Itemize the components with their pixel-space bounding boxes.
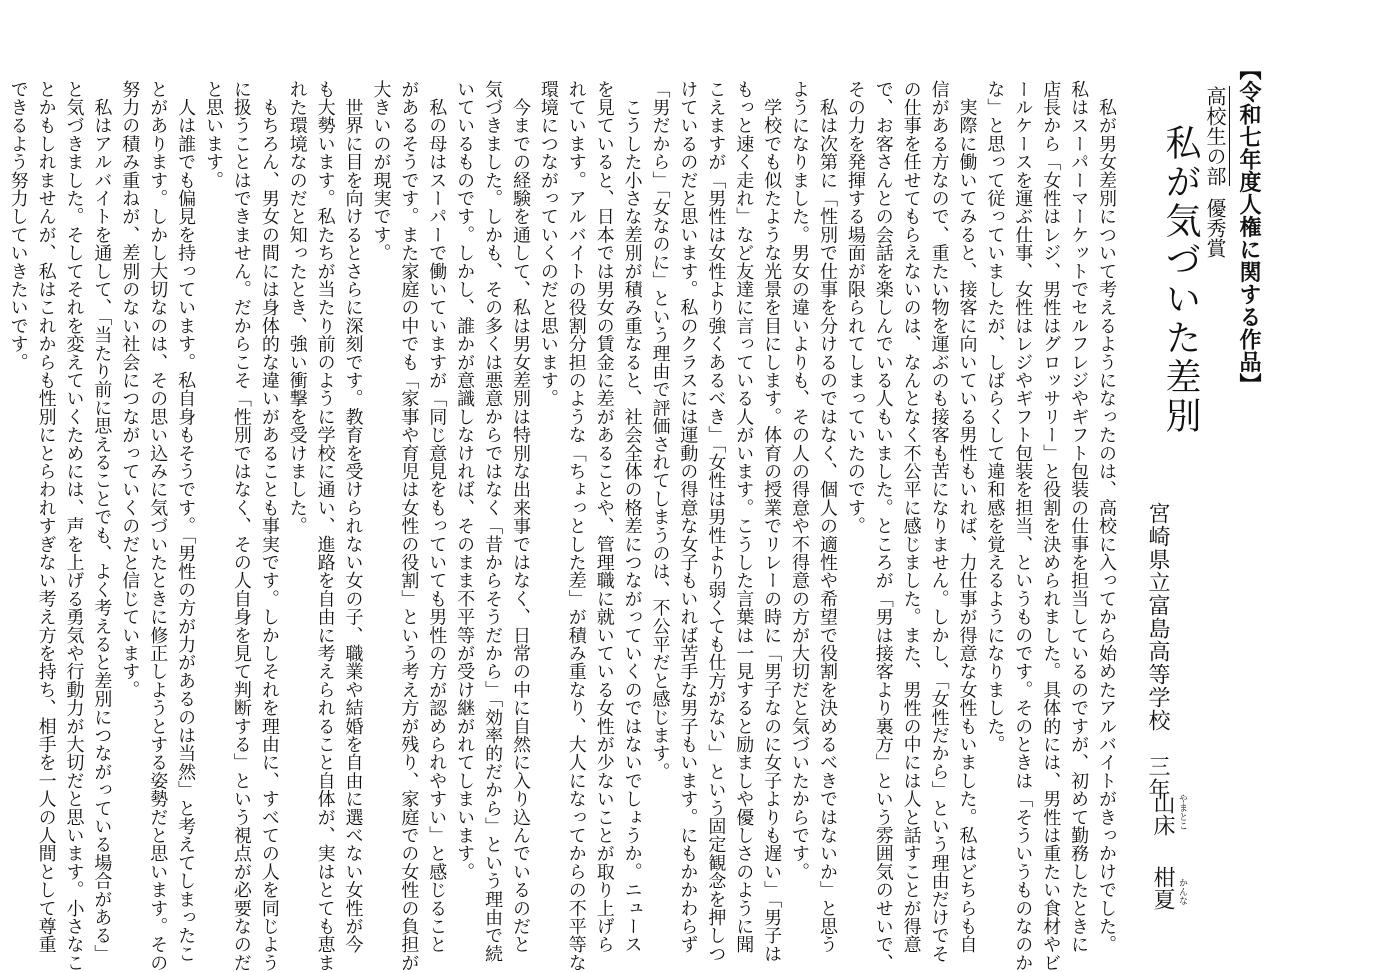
- essay-line: ールケースを運ぶ仕事、女性はレジやギフト包装を担当、というものです。そのときは「そういうものなのか: [1012, 80, 1034, 972]
- essay-line: 世界に目を向けるとさらに深刻です。教育を受けられない女の子、職業や結婚を自由に選べない女性が今: [342, 80, 364, 954]
- essay-line: 今までの経験を通して、私は男女差別は特別な出来事ではなく、日常の中に自然に入り込んでいるのだと: [509, 80, 531, 954]
- essay-line: 努力の積み重ねが、差別のない社会につながっていくのだと信じています。: [119, 80, 141, 699]
- essay-line: 人は誰でも偏見を持っています。私自身もそうです。「男性の方が力があるのは当然」と考えてしまったこ: [175, 80, 197, 963]
- essay-line: 気づきました。しかも、その多くは悪意からではなく「昔からそうだから」「効率的だから」という理由で続: [482, 80, 504, 963]
- essay-line: 信がある方なので、重たい物を運ぶのも接客も苦になりません。しかし、「女性だから」という理由だけでそ: [928, 80, 950, 963]
- essay-line: れています。アルバイトの役割分担のような「ちょっとした差」が積み重なり、大人になってからの不平等な: [565, 80, 587, 972]
- author-name: [1149, 792, 1195, 922]
- given-name-reading: かんな: [1177, 878, 1187, 905]
- essay-line: の仕事を任せてもらえないのは、なんとなく不公平に感じました。また、男性の中には人と話すことが得意: [900, 80, 922, 954]
- essay-line: とかもしれませんが、私はこれからも性別にとらわれすぎない考え方を持ち、相手を一人の人間として尊重: [35, 80, 57, 954]
- essay-line: もちろん、男女の間には身体的な違いがあることも事実です。しかしそれを理由に、すべての人を同じよう: [258, 80, 280, 972]
- essay-line: と気づきました。そしてそれを変えていくためには、声を上げる勇気や行動力が大切だと思います。小さなこ: [63, 80, 85, 972]
- author-full-name: [1149, 792, 1175, 910]
- essay-line: 環境につながっていくのだと思います。: [537, 80, 559, 408]
- essay-line: な」と思って従っていましたが、しばらくして違和感を覚えるようになりました。: [984, 80, 1006, 754]
- family-name-reading: やまとこ: [1177, 794, 1187, 830]
- family-name: 山床: [1150, 792, 1175, 836]
- essay-line: れた環境なのだと知ったとき、強い衝撃を受けました。: [286, 80, 308, 535]
- essay-line: 私は次第に「性別で仕事を分けるのではなく、個人の適性や希望で役割を決めるべきではないか」と思う: [816, 80, 838, 954]
- essay-line: と思います。: [203, 80, 224, 190]
- essay-line: けているのだと思います。私のクラスには運動の得意な女子もいれば苦手な男子もいます。にもかかわらず: [677, 80, 699, 954]
- essay-line: 店長から「女性はレジ、男性はグロッサリー」と役割を決められました。具体的には、男性は重たい食材やビ: [1040, 80, 1062, 972]
- essay-line: 実際に働いてみると、接客に向いている男性もいれば、力仕事が得意な女性もいました。私はどちらも自: [956, 80, 978, 954]
- essay-line: があるそうです。また家庭の中でも「家事や育児は女性の役割」という考え方が残り、家庭での女性の負担が: [398, 80, 420, 972]
- essay-line: とがあります。しかし大切なのは、その思い込みに気づいたときに修正しようとする姿勢だと思います。その: [147, 80, 169, 972]
- given-name: 柑夏: [1150, 866, 1175, 910]
- essay-title: 私が気づいた差別: [1160, 124, 1201, 436]
- essay-line: 私の母はスーパーで働いていますが「同じ意見をもっていても男性の方が認められやすい」と感じること: [426, 80, 448, 954]
- essay-line: も大勢います。私たちが当たり前のように学校に通い、進路を自由に考えられること自体が、実はとても恵ま: [314, 80, 336, 972]
- essay-line: 「男だから」「女なのに」という理由で評価されてしまうのは、不公平だと感じます。: [649, 80, 671, 781]
- essay-line: こうした小さな差別が積み重なると、社会全体の格差につながっていくのではないでしょうか。ニュース: [621, 80, 643, 954]
- essay-body: [7, 80, 1120, 972]
- essay-line: に扱うことはできません。だからこそ「性別ではなく、その人自身を見て判断する」という視点が必要なのだ: [230, 80, 252, 972]
- essay-line: 私が男女差別について考えるようになったのは、高校に入ってから始めたアルバイトがきっかけでした。: [1096, 80, 1117, 954]
- essay-line: いているものです。しかし、誰かが意識しなければ、そのまま不平等が受け継がれてしまいます。: [454, 80, 476, 881]
- essay-line: を見ていると、日本では男女の賃金に差があることや、管理職に就いている女性が少ないことが取り上げら: [593, 80, 615, 954]
- essay-line: もっと速く走れ」など友達に言っている人がいます。こうした言葉は一見すると励ましや優しさのように聞: [733, 80, 755, 954]
- essay-line: ようになりました。男女の違いよりも、その人の得意や不得意の方が大切だと気づいたからです。: [789, 80, 811, 881]
- award-label: 優秀賞: [1203, 198, 1227, 258]
- category-text: 高校生の部: [1203, 86, 1230, 186]
- essay-line: その力を発揮する場面が限られてしまっていたのです。: [844, 80, 866, 535]
- essay-line: できるよう努力していきたいです。: [7, 80, 29, 372]
- essay-line: 私はスーパーマーケットでセルフレジやギフト包装の仕事を担当しているのですが、初めて勤務したときに: [1068, 80, 1090, 954]
- category-label: [1203, 86, 1227, 258]
- essay-line: こえますが「男性は女性より強くあるべき」「女性は男性より弱くても仕方がない」という固定観念を押しつ: [705, 80, 727, 963]
- essay-line: 私はアルバイトを通して、「当たり前に思えることでも、よく考えると差別につながっている場合がある」: [91, 80, 113, 963]
- essay-line: 大きいのが現実です。: [370, 80, 392, 262]
- essay-line: で、お客さんとの会話を楽しんでいる人もいました。ところが「男は接客より裏方」という雰囲気のせいで、: [872, 80, 894, 972]
- series-heading: 【令和七年度人権に関する作品】: [1236, 58, 1261, 396]
- school-and-grade: 宮崎県立富島高等学校 三年: [1145, 502, 1170, 801]
- essay-line: 学校でも似たような光景を目にします。体育の授業でリレーの時に「男子なのに女子よりも遅い」「男子は: [761, 80, 783, 963]
